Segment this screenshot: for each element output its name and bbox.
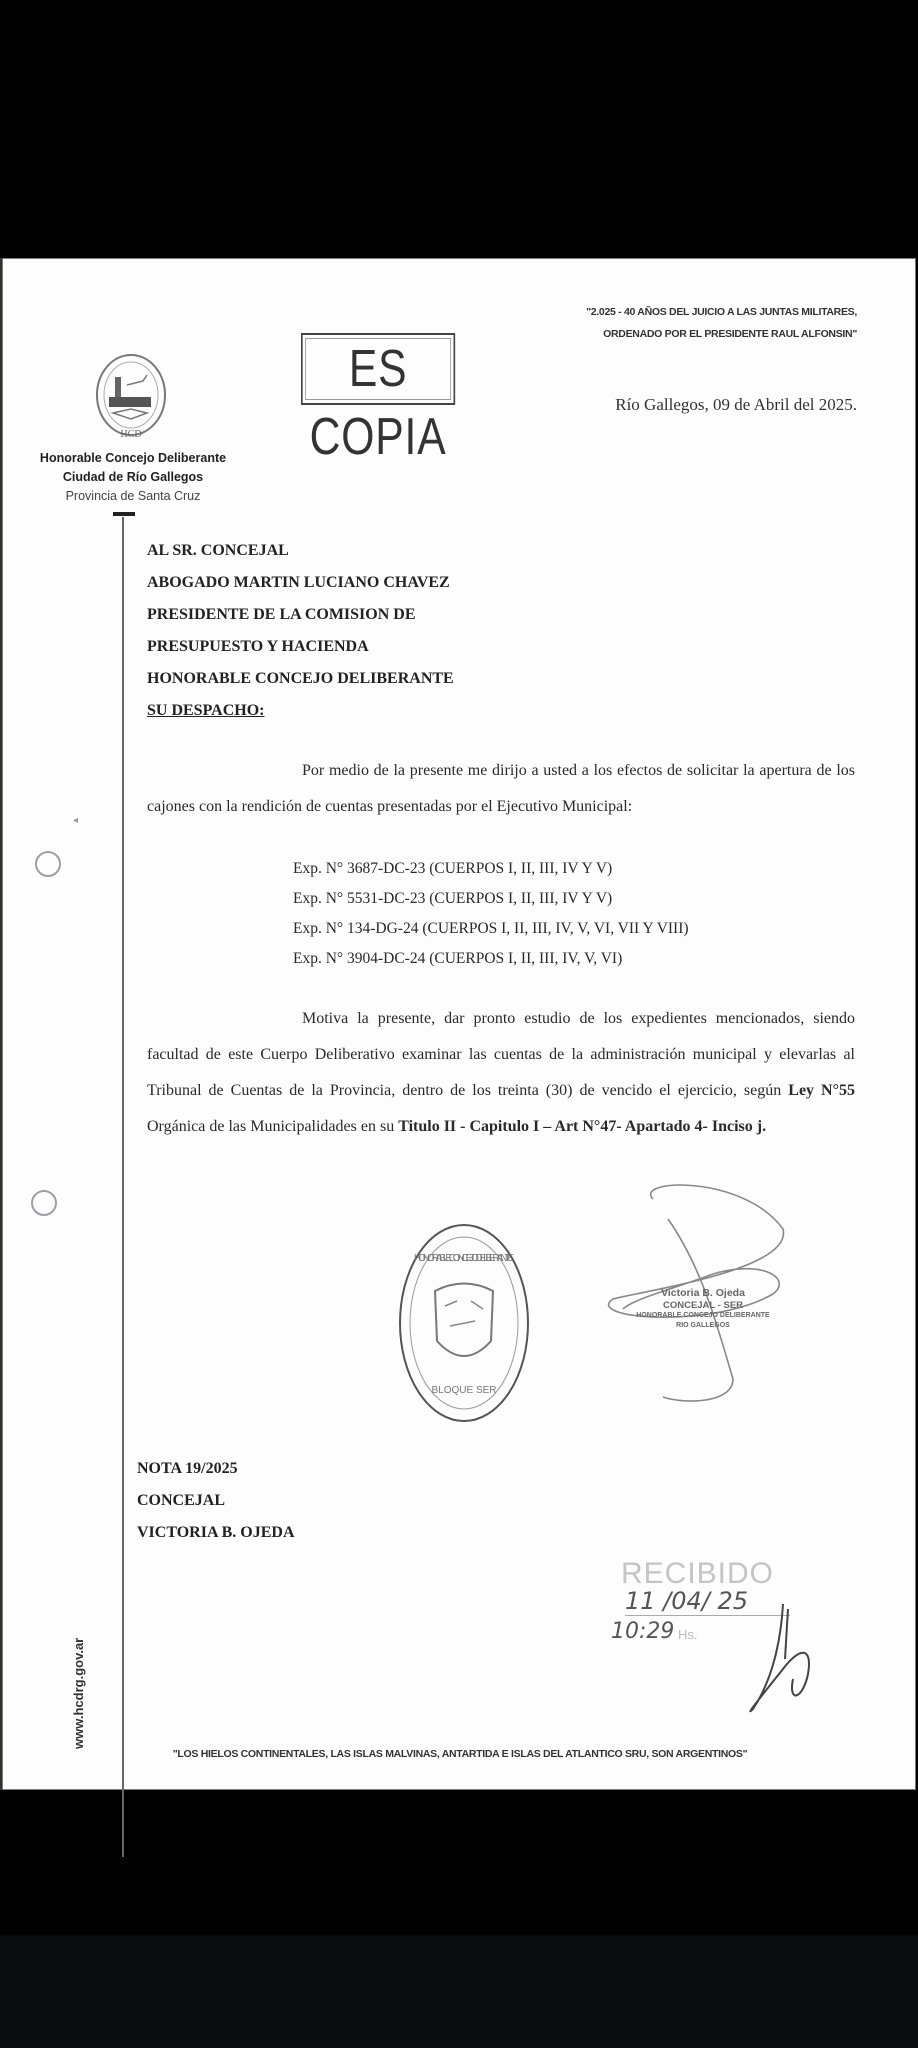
expedientes-list xyxy=(293,854,689,974)
system-navigation-bar xyxy=(0,1935,918,2048)
punch-hole-icon xyxy=(35,851,61,877)
org-line3: Provincia de Santa Cruz xyxy=(65,489,201,503)
expediente-item: Exp. N° 3904-DC-24 (CUERPOS I, II, III, IV, V, VI) xyxy=(293,950,623,967)
header-motto-line1: "2.025 - 40 AÑOS DEL JUICIO A LAS JUNTAS MILITARES, xyxy=(586,306,857,318)
paragraph-motivation: Motiva la presente, dar pronto estudio de los expedientes mencionados, siendo facultad de este Cuerpo Deliberativo examinar las cuentas de la administración municipal y elevarlas al Tribunal de Cuentas de la Provincia, dentro de los treinta (30) de vencido el ejercicio, según Ley N°55 Orgánica de las Municipalidades en su Titulo II - Capitulo I – Art N°47- Apartado 4- Inciso j. xyxy=(147,1010,856,1135)
article-reference: Titulo II - Capitulo I – Art N°47- Apartado 4- Inciso j. xyxy=(398,1118,767,1135)
signer-role: CONCEJAL - SER xyxy=(662,1300,744,1311)
svg-text:HONORABLE CONCEJO DELIBERANTE: HONORABLE CONCEJO DELIBERANTE xyxy=(414,1253,514,1264)
addressee-block xyxy=(147,535,454,727)
addressee-closing: SU DESPACHO: xyxy=(147,702,265,719)
punch-hole-icon xyxy=(31,1190,57,1216)
margin-rule xyxy=(122,517,124,1857)
signer-institution: HONORABLE CONCEJO DELIBERANTE xyxy=(636,1312,770,1319)
expediente-item: Exp. N° 3687-DC-23 (CUERPOS I, II, III, IV Y V) xyxy=(293,860,613,877)
addressee-line: PRESUPUESTO Y HACIENDA xyxy=(147,638,369,655)
website-url: www.hcdrg.gov.ar xyxy=(71,1637,86,1749)
svg-text:BLOQUE SER: BLOQUE SER xyxy=(431,1385,497,1396)
received-stamp-label: RECIBIDO xyxy=(621,1557,775,1590)
signer-city: RIO GALLEGOS xyxy=(676,1322,730,1329)
header-motto xyxy=(586,301,857,345)
addressee-line: HONORABLE CONCEJO DELIBERANTE xyxy=(147,670,454,687)
received-hours-label: Hs. xyxy=(678,1627,698,1642)
organization-name xyxy=(23,449,243,506)
received-date: 11 /04/ 25 xyxy=(625,1587,749,1615)
note-reference-block xyxy=(137,1453,295,1549)
receiver-initials-icon xyxy=(743,1599,823,1719)
signer-name: Victoria B. Ojeda xyxy=(661,1287,745,1299)
copy-stamp: ES COPIA xyxy=(301,333,455,405)
document-page xyxy=(2,258,916,1790)
received-time: 10:29 xyxy=(611,1619,675,1644)
org-line1: Honorable Concejo Deliberante xyxy=(39,451,227,465)
header-motto-line2: ORDENADO POR EL PRESIDENTE RAUL ALFONSIN" xyxy=(603,328,857,340)
expediente-item: Exp. N° 134-DG-24 (CUERPOS I, II, III, IV, V, VI, VII Y VIII) xyxy=(293,920,689,937)
expediente-item: Exp. N° 5531-DC-23 (CUERPOS I, II, III, IV Y V) xyxy=(293,890,613,907)
note-author-name: VICTORIA B. OJEDA xyxy=(137,1524,295,1541)
date-line: Río Gallegos, 09 de Abril del 2025. xyxy=(615,395,857,414)
paragraph-request: Por medio de la presente me dirijo a usted a los efectos de solicitar la apertura de los cajones con la rendición de cuentas presentadas por el Ejecutivo Municipal: xyxy=(147,762,855,815)
scan-mark: ◂ xyxy=(73,815,79,826)
note-author-role: CONCEJAL xyxy=(137,1492,226,1509)
council-seal-icon xyxy=(395,1221,533,1426)
addressee-line: PRESIDENTE DE LA COMISION DE xyxy=(147,606,416,623)
signature-stamp xyxy=(603,1287,803,1331)
addressee-line: AL SR. CONCEJAL xyxy=(147,542,289,559)
law-reference: Ley N°55 xyxy=(788,1082,856,1099)
margin-rule-cap xyxy=(113,512,135,516)
addressee-line: ABOGADO MARTIN LUCIANO CHAVEZ xyxy=(147,574,450,591)
svg-text:HCD: HCD xyxy=(120,429,142,440)
org-line2: Ciudad de Río Gallegos xyxy=(62,470,204,484)
council-crest-icon xyxy=(91,351,171,449)
note-number: NOTA 19/2025 xyxy=(137,1460,238,1477)
footer-motto: "LOS HIELOS CONTINENTALES, LAS ISLAS MALVINAS, ANTARTIDA E ISLAS DEL ATLANTICO SRU, SON ARGENTINOS" xyxy=(172,1748,748,1760)
